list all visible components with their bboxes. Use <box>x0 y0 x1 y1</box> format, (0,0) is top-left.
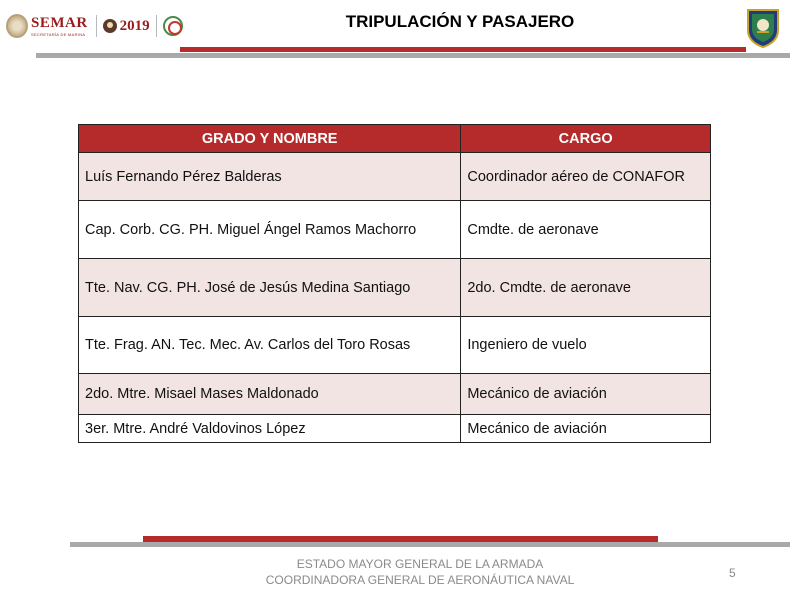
name-cell: 3er. Mtre. André Valdovinos López <box>79 415 461 443</box>
logo-divider <box>96 15 97 37</box>
footer-text <box>220 556 620 588</box>
name-cell: Tte. Nav. CG. PH. José de Jesús Medina Santiago <box>79 259 461 317</box>
footer-divider-bar <box>70 542 790 547</box>
semar-logo <box>31 16 88 37</box>
role-cell: Cmdte. de aeronave <box>461 201 711 259</box>
table-row <box>79 374 711 415</box>
zapata-icon <box>103 19 117 33</box>
name-cell: 2do. Mtre. Misael Mases Maldonado <box>79 374 461 415</box>
column-header-name: GRADO Y NOMBRE <box>79 125 461 153</box>
page-title: TRIPULACIÓN Y PASAJERO <box>345 12 575 31</box>
role-cell: Mecánico de aviación <box>461 374 711 415</box>
header-divider-bar <box>36 53 790 58</box>
table-row <box>79 153 711 201</box>
coat-of-arms-icon <box>6 14 28 38</box>
year-logo <box>103 18 150 35</box>
role-cell: Coordinador aéreo de CONAFOR <box>461 153 711 201</box>
footer-line-1: ESTADO MAYOR GENERAL DE LA ARMADA <box>296 557 544 571</box>
org-name: SEMAR <box>31 14 88 31</box>
circular-emblem-icon <box>163 16 183 36</box>
role-cell: Mecánico de aviación <box>461 415 711 443</box>
role-cell: Ingeniero de vuelo <box>461 317 711 374</box>
crew-table <box>78 124 711 443</box>
table-header-row <box>79 125 711 153</box>
page-number: 5 <box>729 566 736 580</box>
table-row <box>79 259 711 317</box>
name-cell: Luís Fernando Pérez Balderas <box>79 153 461 201</box>
name-cell: Tte. Frag. AN. Tec. Mec. Av. Carlos del Toro Rosas <box>79 317 461 374</box>
table-row <box>79 201 711 259</box>
footer-line-2: COORDINADORA GENERAL DE AERONÁUTICA NAVAL <box>265 573 575 587</box>
name-cell: Cap. Corb. CG. PH. Miguel Ángel Ramos Machorro <box>79 201 461 259</box>
header-logos <box>6 8 183 44</box>
table-row <box>79 415 711 443</box>
org-subtitle: SECRETARÍA DE MARINA <box>31 31 86 37</box>
column-header-role: CARGO <box>461 125 711 153</box>
role-cell: 2do. Cmdte. de aeronave <box>461 259 711 317</box>
table-row <box>79 317 711 374</box>
naval-shield-icon <box>746 8 780 48</box>
header-accent-bar <box>180 47 746 52</box>
logo-divider <box>156 15 157 37</box>
year-text: 2019 <box>119 17 150 34</box>
